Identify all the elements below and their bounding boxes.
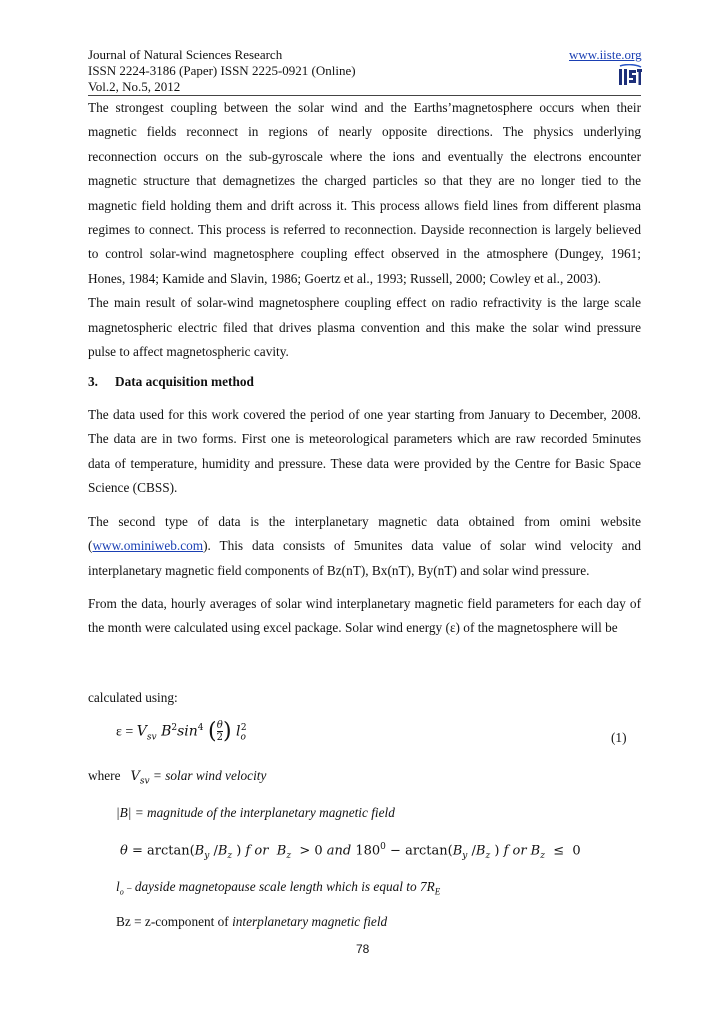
text-line: magnetospheric electric filed that drives plasma convention and this make the solar wind pressure — [88, 319, 641, 335]
paragraph-reconnection — [88, 96, 641, 364]
def-where: where $V_{sv}$ = solar wind velocity — [88, 768, 267, 787]
issn: ISSN 2224-3186 (Paper) ISSN 2225-0921 (Online) — [88, 63, 356, 78]
text-line: (www.ominiweb.com). This data consists of 5munites data value of solar wind velocity and — [88, 538, 641, 554]
text-line: The second type of data is the interplanetary magnetic data obtained from omini website — [88, 514, 641, 529]
section-title: Data acquisition method — [115, 374, 254, 389]
text-line: The data are in two forms. First one is meteorological parameters which are raw recorded 5minutes — [88, 431, 641, 447]
text-line: interplanetary magnetic field components of Bz(nT), Bx(nT), By(nT) and solar wind pressure. — [88, 562, 590, 578]
text-line: Hones, 1984; Kamide and Slavin, 1986; Goertz et al., 1993; Russell, 2000; Cowley et al., 2003). — [88, 270, 601, 286]
text-line: The main result of solar-wind magnetosphere coupling effect on radio refractivity is the large scale — [88, 295, 641, 311]
text-line: magnetic fields reconnect in regions of nearly opposite directions. The physics underlying — [88, 124, 641, 140]
section-heading — [88, 374, 254, 390]
def-vsv-text: = solar wind velocity — [152, 768, 267, 783]
section-number: 3. — [88, 374, 98, 389]
text-line: the month were calculated using excel package. Solar wind energy (ε) of the magnetosphere will be — [88, 620, 618, 636]
text-fragment: ). This data consists of 5munites data value of solar wind velocity and — [203, 538, 641, 554]
paragraph-calculated — [88, 686, 641, 710]
text-line: reconnection occurs on the sub-gyroscale where the ions and eventually the electrons encounter — [88, 148, 641, 164]
text-line: magnetic field holding them and drift across it. This process allows field lines from different plasma — [88, 197, 641, 213]
def-bz-italic: interplanetary magnetic field — [232, 914, 388, 929]
volume: Vol.2, No.5, 2012 — [88, 79, 181, 94]
journal-name: Journal of Natural Sciences Research — [88, 47, 283, 62]
def-b — [116, 805, 395, 821]
text-line: magnetic structure that demagnetizes the charged particles so that they are no longer tied to the — [88, 173, 641, 189]
equation-solar-wind-energy: $\varepsilon = V_{sv}$ $B^2\sin^4$ ($\frac{\theta}{2}$ ) $l_o^2$ — [116, 718, 247, 744]
text-line: The data used for this work covered the period of one year starting from January to December, 2008. — [88, 407, 641, 422]
def-lo-text: dayside magnetopause scale length which is equal to 7R — [134, 879, 435, 894]
text-line: calculated using: — [88, 690, 178, 705]
def-b-text: |B| = magnitude of the interplanetary magnetic field — [116, 805, 395, 820]
text-line: regimes to connect. This process is referred to reconnection. Dayside reconnection is largely believed — [88, 222, 641, 238]
journal-url-link[interactable]: www.iiste.org — [569, 47, 642, 62]
page-number: 78 — [356, 942, 370, 956]
text-line: From the data, hourly averages of solar wind interplanetary magnetic field parameters for each day of — [88, 596, 641, 611]
iiste-logo — [617, 64, 643, 88]
text-line: pulse to affect magnetospheric cavity. — [88, 344, 289, 360]
equation-number: (1) — [611, 730, 627, 745]
paragraph-data-description — [88, 403, 641, 501]
ominiweb-link[interactable]: www.ominiweb.com — [92, 538, 204, 554]
paragraph-imf-data — [88, 510, 641, 583]
def-bz-prefix: Bz = z-component of — [116, 914, 233, 929]
text-line: data of temperature, humidity and pressure. These data were provided by the Centre for Basic Space — [88, 455, 641, 471]
def-lo: $l_o$ – dayside magnetopause scale length which is equal to $7R_E$ — [116, 879, 441, 897]
text-line: The strongest coupling between the solar wind and the Earths’magnetosphere occurs when their — [88, 100, 641, 115]
def-theta: $\theta = \arctan(B_y$ $/B_z$ ) f or $B_z > 0$ and $180^0 - \arctan(B_y$ $/B_z$ ) f or $B_z \le 0$ — [120, 842, 581, 861]
paragraph-hourly-averages — [88, 592, 641, 641]
text-line: Science (CBSS). — [88, 480, 178, 496]
def-bz — [116, 914, 387, 930]
where-label: where — [88, 768, 121, 783]
text-line: to control solar-wind magnetosphere coupling effect observed in the atmosphere (Dungey, 1961; — [88, 246, 641, 262]
